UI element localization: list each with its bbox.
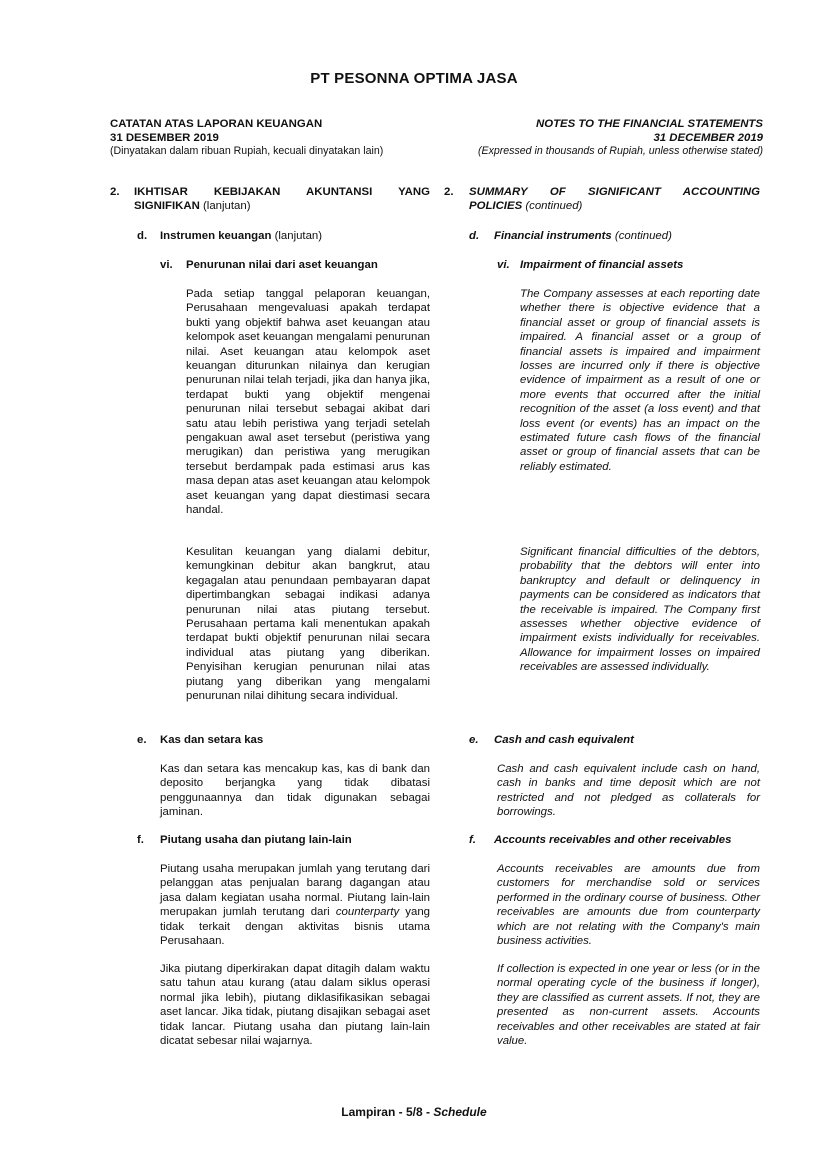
section-number-left: 2. <box>110 186 120 198</box>
f-left-p1-part-b: yang tidak terkait dengan aktivitas bisnis utama Perusahaan. <box>160 906 430 948</box>
f-letter-left: f. <box>137 834 144 846</box>
header-right <box>420 118 763 159</box>
section-title-left <box>134 185 430 214</box>
section-title-right-bold: POLICIES <box>469 200 523 213</box>
f-left-paragraph-1 <box>160 862 430 948</box>
vi-title-right: Impairment of financial assets <box>520 259 684 271</box>
d-title-left <box>160 230 322 242</box>
vi-left-paragraph-1: Pada setiap tanggal pelaporan keuangan, Perusahaan mengevaluasi apakah terdapat bukti yang objektif bahwa aset keuangan atau kelompok aset keuangan mengalami penurunan nilai. Aset keuangan atau kelompok aset keuangan diturunkan nilainya dan kerugian penurunan nilai telah terjadi, jika dan hanya jika, terdapat bukti yang objektif mengenai penurunan nilai tersebut sebagai akibat dari satu atau lebih peristiwa yang terjadi setelah pengakuan awal aset tersebut (peristiwa yang merugikan) dan peristiwa yang merugikan tersebut berdampak pada estimasi arus kas masa depan atas aset keuangan atau kelompok aset keuangan yang dapat diestimasi secara handal. <box>186 288 430 517</box>
footer-italic: Schedule <box>433 1105 487 1119</box>
vi-right-paragraph-2: Significant financial difficulties of the debtors, probability that the debtors will enter into bankruptcy and default or delinquency in payments can be considered as indicators that the receivable is impaired. The Company first assesses whether objective evidence of impairment exists individually for receivables. Allowance for impairment losses on impaired receivables are assessed individually. <box>520 546 760 674</box>
f-title-right: Accounts receivables and other receivables <box>494 834 732 846</box>
e-letter-right: e. <box>469 734 479 746</box>
e-left-paragraph: Kas dan setara kas mencakup kas, kas di bank dan deposito berjangka yang tidak dibatasi penggunaannya dan tidak digunakan sebagai jaminan. <box>160 763 430 819</box>
vi-title-left: Penurunan nilai dari aset keuangan <box>186 259 378 271</box>
footer-label: Lampiran - 5/8 - <box>341 1105 434 1119</box>
f-title-left: Piutang usaha dan piutang lain-lain <box>160 834 352 846</box>
section-title-right <box>469 185 760 214</box>
company-name: PT PESONNA OPTIMA JASA <box>310 70 518 87</box>
header-right-title: NOTES TO THE FINANCIAL STATEMENTS <box>536 118 763 130</box>
section-title-left-bold: SIGNIFIKAN <box>134 200 200 213</box>
e-letter-left: e. <box>137 734 147 746</box>
header-left-title: CATATAN ATAS LAPORAN KEUANGAN <box>110 118 323 130</box>
page-footer <box>0 1105 828 1119</box>
header-left <box>110 118 440 159</box>
section-title-right-line1: SUMMARY OF SIGNIFICANT ACCOUNTING <box>469 186 760 198</box>
d-title-left-bold: Instrumen keuangan <box>160 230 272 242</box>
d-letter-right: d. <box>469 230 480 242</box>
header-left-date: 31 DESEMBER 2019 <box>110 131 219 144</box>
header-left-note: (Dinyatakan dalam ribuan Rupiah, kecuali dinyatakan lain) <box>110 145 384 157</box>
section-title-right-cont: (continued) <box>525 200 583 213</box>
e-right-paragraph: Cash and cash equivalent include cash on hand, cash in banks and time deposit which are not restricted and not pledged as collaterals for borrowings. <box>497 763 760 819</box>
vi-left-paragraph-2: Kesulitan keuangan yang dialami debitur, kemungkinan debitur akan bangkrut, atau kegagalan atau penundaan pembayaran dapat dipertimbangkan sebagai indikasi adanya penurunan nilai atas piutang tersebut. Perusahaan pertama kali menentukan apakah terdapat bukti objektif penurunan nilai secara individual atas piutang yang diberikan. Penyisihan kerugian penurunan nilai atas piutang yang diberikan yang mengalami penurunan nilai dihitung secara individual. <box>186 546 430 703</box>
f-left-p1-italic: counterparty <box>335 906 400 919</box>
f-left-p1-part-a: Piutang usaha merupakan jumlah yang terutang dari pelanggan atas penjualan barang dagangan atau jasa dalam kegiatan usaha normal. Piutang lain-lain merupakan jumlah terutang dari <box>160 863 430 919</box>
f-right-paragraph-1: Accounts receivables are amounts due from customers for merchandise sold or services performed in the ordinary course of business. Other receivables are amounts due from counterparty which are not relating with the Company's main business activities. <box>497 863 760 948</box>
e-title-left: Kas dan setara kas <box>160 734 264 746</box>
section-title-left-cont: (lanjutan) <box>203 200 251 213</box>
vi-num-right: vi. <box>497 259 510 271</box>
header-right-note: (Expressed in thousands of Rupiah, unless otherwise stated) <box>477 145 763 157</box>
f-right-paragraph-2: If collection is expected in one year or less (or in the normal operating cycle of the business if longer), they are classified as current assets. If not, they are presented as non-current assets. Accounts receivables and other receivables are stated at fair value. <box>497 963 760 1048</box>
vi-right-paragraph-1: The Company assesses at each reporting date whether there is objective evidence that a financial asset or group of financial assets is impaired. A financial asset or a group of financial assets is impaired and impairment losses are incurred only if there is objective evidence of impairment as a result of one or more events that occurred after the initial recognition of the asset (a loss event) and that loss event (or events) has an impact on the estimated future cash flows of the financial asset or group of financial assets that can be reliably estimated. <box>520 288 760 473</box>
d-title-right-cont: (continued) <box>614 230 672 242</box>
d-title-right <box>494 230 672 242</box>
vi-num-left: vi. <box>160 259 173 271</box>
header-right-date: 31 DECEMBER 2019 <box>653 131 763 144</box>
f-left-paragraph-2: Jika piutang diperkirakan dapat ditagih dalam waktu satu tahun atau kurang (atau dalam siklus operasi normal jika lebih), piutang diklasifikasikan sebagai aset lancar. Jika tidak, piutang disajikan sebagai aset tidak lancar. Piutang usaha dan piutang lain-lain dicatat sebesar nilai wajarnya. <box>160 963 430 1048</box>
section-number-right: 2. <box>444 186 454 198</box>
d-letter-left: d. <box>137 230 148 242</box>
section-title-left-line1: IKHTISAR KEBIJAKAN AKUNTANSI YANG <box>134 186 430 198</box>
d-title-right-bold: Financial instruments <box>494 230 612 242</box>
d-title-left-cont: (lanjutan) <box>274 230 323 242</box>
e-title-right: Cash and cash equivalent <box>494 734 634 746</box>
f-letter-right: f. <box>469 834 476 846</box>
